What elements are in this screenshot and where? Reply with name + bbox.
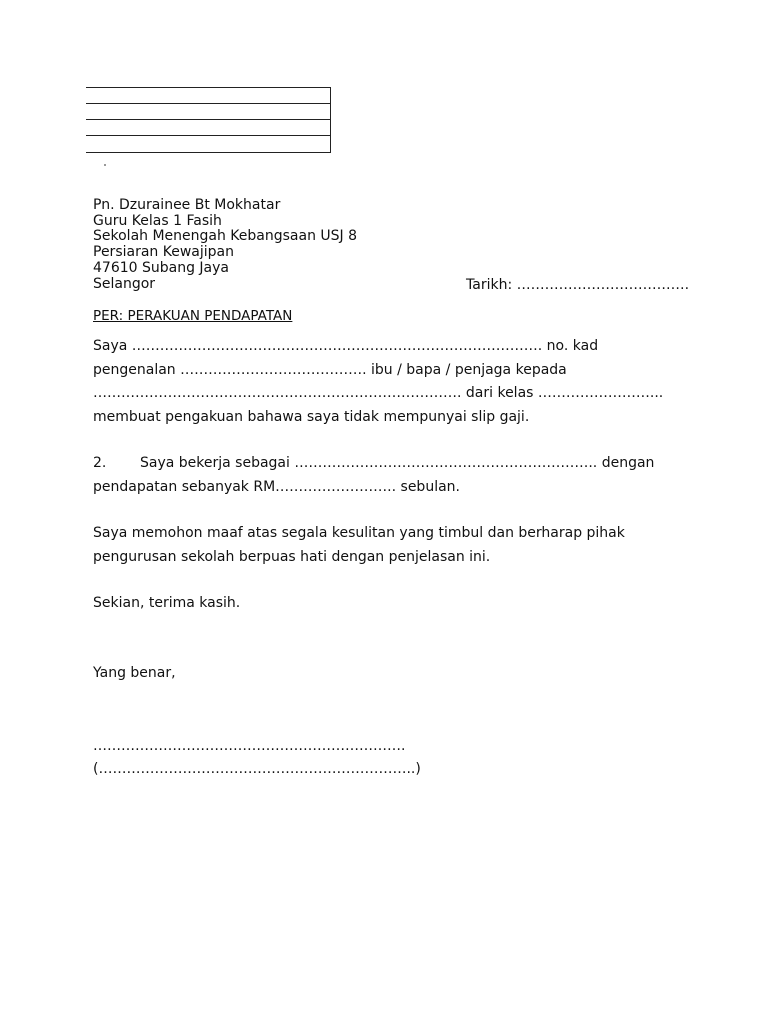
name-line: (…………………………………………………………..) [93, 761, 421, 777]
recipient-line: Sekolah Menengah Kebangsaan USJ 8 [93, 228, 358, 245]
paragraph-line: pendapatan sebanyak RM…………………….. sebulan. [93, 478, 460, 495]
closing-text: Sekian, terima kasih. [93, 595, 241, 611]
paragraph-line: ……………………………………………………………………. dari kelas ……………………... [93, 385, 664, 401]
paragraph-line: membuat pengakuan bahawa saya tidak mempunyai slip gaji. [93, 408, 530, 425]
recipient-line: Selangor [93, 275, 156, 292]
recipient-address [93, 198, 357, 292]
recipient-line: Persiaran Kewajipan [93, 244, 234, 261]
recipient-line: Pn. Dzurainee Bt Mokhatar [93, 197, 281, 213]
paragraph-line: Saya memohon maaf atas segala kesulitan yang timbul dan berharap pihak [93, 525, 625, 541]
sender-address-box [86, 87, 331, 153]
date-field: Tarikh: ………………………………. [466, 277, 690, 293]
apology-paragraph [93, 522, 625, 569]
paragraph-line: pengurusan sekolah berpuas hati dengan penjelasan ini. [93, 548, 491, 565]
subject-heading: PER: PERAKUAN PENDAPATAN [93, 308, 293, 324]
address-line-rule [86, 135, 330, 136]
recipient-line: Guru Kelas 1 Fasih [93, 212, 222, 229]
paragraph-line: pengenalan …………………………………. ibu / bapa / penjaga kepada [93, 361, 567, 378]
paragraph-number: 2. [93, 455, 107, 471]
address-line-rule [86, 119, 330, 120]
recipient-line: 47610 Subang Jaya [93, 259, 229, 276]
declaration-paragraph [93, 335, 663, 429]
paragraph-line: Saya ……………………………………………………………………………. no. kad [93, 338, 599, 354]
speck-mark [104, 164, 106, 166]
signature-block [93, 735, 421, 781]
paragraph-text: Saya bekerja sebagai ……………………………………………………….. dengan [140, 455, 655, 471]
signoff-text: Yang benar, [93, 665, 176, 681]
signature-line: …………………………………………………………. [93, 738, 406, 754]
address-line-rule [86, 103, 330, 104]
employment-paragraph [93, 452, 654, 499]
paragraph-line [93, 452, 654, 476]
